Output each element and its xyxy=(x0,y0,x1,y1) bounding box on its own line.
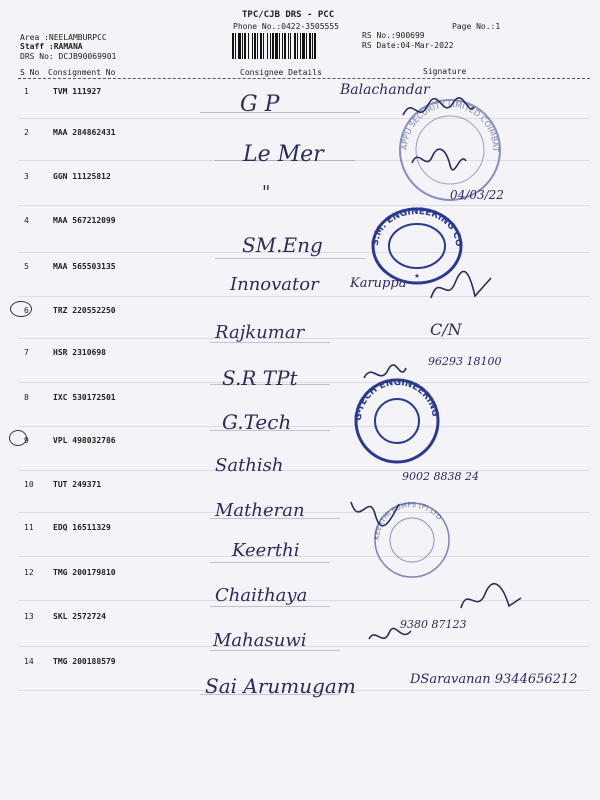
row-consignment-number: GGN 11125812 xyxy=(53,172,111,181)
row-sno: 3 xyxy=(24,172,29,181)
row-consignee-handwritten: G.Tech xyxy=(222,410,292,434)
barcode-bar xyxy=(257,33,258,59)
barcode-bar xyxy=(244,33,246,59)
row-sno: 6 xyxy=(24,306,29,315)
row-signature-handwritten: 9380 87123 xyxy=(400,618,467,631)
svg-text:S.M. ENGINEERING COIMBATORE: S.M. ENGINEERING CO xyxy=(370,206,464,248)
row-consignee-handwritten: Rajkumar xyxy=(215,322,305,343)
barcode-bar xyxy=(248,33,249,59)
rs-date: RS Date:04-Mar-2022 xyxy=(362,41,454,50)
barcode-bar xyxy=(306,33,307,59)
row-sno: 1 xyxy=(24,87,29,96)
phone-number: Phone No.:0422-3505555 xyxy=(233,22,339,31)
signature-scribble-6 xyxy=(455,580,525,620)
row-signature-handwritten: C/N xyxy=(430,320,462,339)
g-tech-stamp xyxy=(353,377,441,465)
barcode-bar xyxy=(282,33,283,59)
row-consignee-handwritten: Sai Arumugam xyxy=(205,674,356,698)
page-number: Page No.:1 xyxy=(452,22,501,31)
handwriting-baseline xyxy=(210,430,330,431)
barcode-bar xyxy=(314,33,316,59)
signature-scribble-4 xyxy=(360,360,410,390)
row-consignment-number: MAA 567212099 xyxy=(53,216,116,225)
row-sno: 11 xyxy=(24,523,34,532)
barcode-bar xyxy=(270,33,271,59)
row-sno: 5 xyxy=(24,262,29,271)
barcode-bar xyxy=(232,33,234,59)
svg-text:KEERTHI PUMPS (P) LTD: KEERTHI PUMPS (P) LTD xyxy=(372,500,444,541)
handwriting-baseline xyxy=(210,342,330,343)
circled-row-6-mark xyxy=(10,301,32,317)
barcode-bar xyxy=(309,33,311,59)
row-consignee-handwritten: Mahasuwi xyxy=(213,630,307,651)
row-consignee-handwritten: Le Mer xyxy=(243,142,324,167)
barcode-bar xyxy=(272,33,274,59)
row-consignment-number: HSR 2310698 xyxy=(53,348,106,357)
row-signature-handwritten: 9002 8838 24 xyxy=(402,470,479,483)
row-sno: 8 xyxy=(24,393,29,402)
drs-number: DRS No: DCJB90069901 xyxy=(20,52,117,61)
signature-scribble-3 xyxy=(425,268,495,308)
handwriting-baseline xyxy=(200,694,340,695)
row-consignment-number: TMG 200188579 xyxy=(53,657,116,666)
signature-scribble-2 xyxy=(408,145,468,173)
barcode-bar xyxy=(297,33,298,59)
row-consignment-number: TUT 249371 xyxy=(53,480,102,489)
barcode-bar xyxy=(254,33,256,59)
row-sno: 9 xyxy=(24,436,29,445)
row-consignment-number: SKL 2572724 xyxy=(53,612,106,621)
svg-text:★: ★ xyxy=(414,271,420,281)
row-consignee-handwritten: Sathish xyxy=(215,455,284,476)
barcode-bar xyxy=(260,33,262,59)
row-divider xyxy=(18,426,590,427)
row-divider xyxy=(18,338,590,339)
signature-scribble-7 xyxy=(365,625,415,650)
row-consignee-handwritten: Keerthi xyxy=(232,540,300,561)
row-consignee-handwritten: Innovator xyxy=(230,274,319,295)
row-sno: 12 xyxy=(24,568,34,577)
svg-text:APPU SECURITY LIMITED COIMBATO: APPU SECURITY LIMITED COIMBAT xyxy=(399,100,501,152)
row-consignment-number: MAA 565503135 xyxy=(53,262,116,271)
row-consignment-number: TMG 200179810 xyxy=(53,568,116,577)
area-field: Area :NEELAMBURPCC xyxy=(20,33,107,42)
barcode-bar xyxy=(275,33,278,59)
svg-text:G-TECH ENGINEERING: G-TECH ENGINEERING xyxy=(353,377,440,422)
row-sno: 13 xyxy=(24,612,34,621)
signature-scribble-5 xyxy=(345,490,405,530)
handwriting-baseline xyxy=(210,562,330,563)
barcode-bar xyxy=(279,33,280,59)
header-divider xyxy=(18,78,590,79)
column-header-signature: Signature xyxy=(423,67,467,76)
row-divider xyxy=(18,690,590,691)
row-sno: 2 xyxy=(24,128,29,137)
barcode-bar xyxy=(288,33,289,59)
row-divider xyxy=(18,646,590,647)
row-consignment-number: VPL 498032786 xyxy=(53,436,116,445)
row-signature-handwritten: 96293 18100 xyxy=(428,355,502,368)
handwriting-baseline xyxy=(210,650,340,651)
row-consignment-number: TRZ 220552250 xyxy=(53,306,116,315)
row-consignee-handwritten: SM.Eng xyxy=(242,233,323,257)
rs-number: RS No.:900699 xyxy=(362,31,425,40)
handwriting-baseline xyxy=(200,112,360,113)
barcode-bar xyxy=(294,33,296,59)
barcode-bar xyxy=(235,33,236,59)
row-divider xyxy=(18,205,590,206)
column-header-sno: S No xyxy=(20,68,40,77)
handwriting-baseline xyxy=(210,606,330,607)
barcode-bar xyxy=(252,33,253,59)
signature-scribble-1 xyxy=(398,95,478,125)
circled-row-9-mark xyxy=(9,430,27,446)
barcode-bar xyxy=(302,33,305,59)
handwriting-baseline xyxy=(210,384,330,385)
row-signature-handwritten: 04/03/22 xyxy=(450,188,504,202)
row-divider xyxy=(18,382,590,383)
row-divider xyxy=(18,252,590,253)
barcode-bar xyxy=(267,33,268,59)
row-consignment-number: IXC 530172501 xyxy=(53,393,116,402)
column-header-consignment: Consignment No xyxy=(48,68,116,77)
column-header-consignee: Consignee Details xyxy=(240,68,322,77)
document-title: TPC/CJB DRS - PCC xyxy=(242,10,335,20)
row-signature-handwritten: DSaravanan 9344656212 xyxy=(410,672,578,687)
row-sno: 4 xyxy=(24,216,29,225)
row-divider xyxy=(18,296,590,297)
row-consignment-number: TVM 111927 xyxy=(53,87,102,96)
handwriting-baseline xyxy=(215,258,365,259)
row-consignment-number: EDQ 16511329 xyxy=(53,523,111,532)
row-sno: 14 xyxy=(24,657,34,666)
row-divider xyxy=(18,512,590,513)
barcode-bar xyxy=(238,33,241,59)
barcode-bar xyxy=(284,33,286,59)
barcode-bar xyxy=(263,33,264,59)
row-divider xyxy=(18,556,590,557)
handwriting-baseline xyxy=(210,518,340,519)
row-sno: 7 xyxy=(24,348,29,357)
barcode-bar xyxy=(312,33,313,59)
row-consignee-handwritten: Chaithaya xyxy=(215,585,308,606)
row-consignee-handwritten: " xyxy=(262,182,271,203)
row-signature-handwritten: Karuppa xyxy=(350,276,407,291)
row-consignee-handwritten: G P xyxy=(240,92,280,117)
row-consignee-handwritten: S.R TPt xyxy=(222,366,298,390)
row-divider xyxy=(18,470,590,471)
barcode-bar xyxy=(242,33,243,59)
row-signature-handwritten: Balachandar xyxy=(340,82,430,98)
row-consignee-handwritten: Matheran xyxy=(215,500,305,521)
barcode-bar xyxy=(290,33,291,59)
row-sno: 10 xyxy=(24,480,34,489)
barcode-bar xyxy=(300,33,301,59)
staff-field: Staff :RAMANA xyxy=(20,42,83,51)
barcode xyxy=(232,33,354,59)
row-consignment-number: MAA 284862431 xyxy=(53,128,116,137)
handwriting-baseline xyxy=(215,160,355,161)
